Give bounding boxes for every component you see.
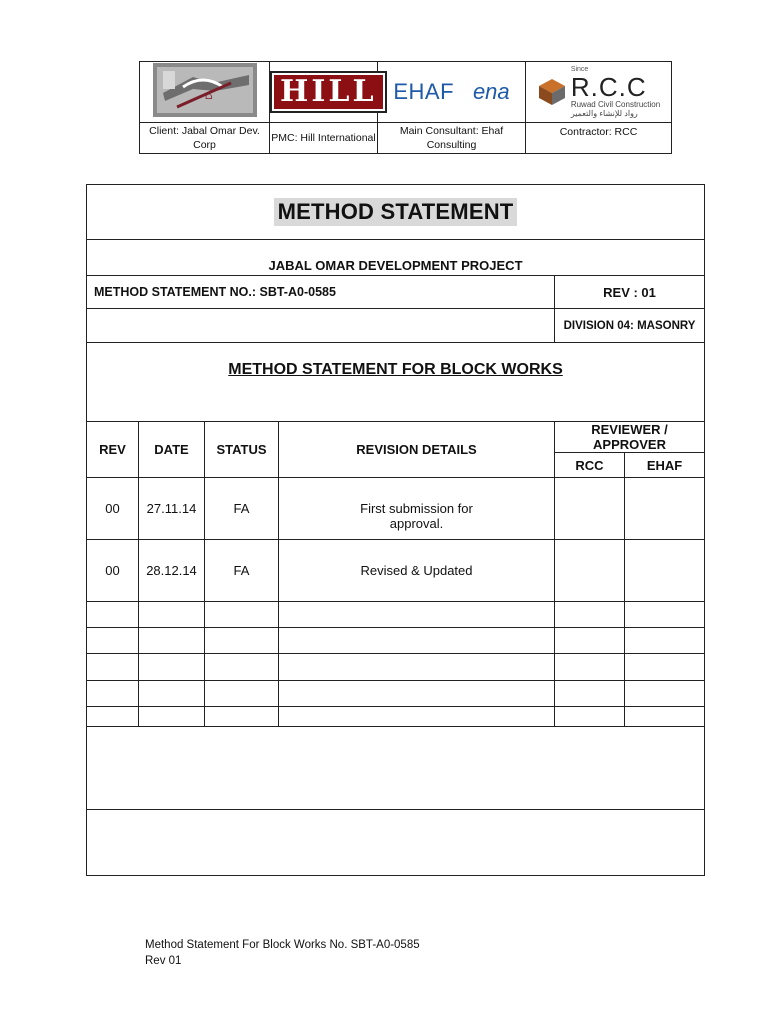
division-label: DIVISION 04: MASONRY <box>555 309 705 343</box>
ehaf-logo-text: EHAF <box>393 79 455 104</box>
empty-cell <box>279 654 555 681</box>
row-date: 27.11.14 <box>139 478 205 540</box>
consultant-logo-cell <box>378 62 526 123</box>
header-status: STATUS <box>205 422 279 478</box>
jabal-omar-logo <box>153 63 257 117</box>
rcc-logo-text: R.C.C <box>570 72 647 102</box>
revision-number: REV : 01 <box>555 276 705 309</box>
row-rcc <box>555 478 625 540</box>
table-row-empty <box>87 602 705 628</box>
empty-cell <box>555 628 625 654</box>
empty-cell <box>625 602 705 628</box>
empty-cell <box>279 628 555 654</box>
footer-line-1: Method Statement For Block Works No. SBT-A0-0585 <box>145 939 420 951</box>
pmc-logo-cell <box>270 62 378 123</box>
rcc-since: Since <box>570 66 589 73</box>
logo-header <box>139 61 672 154</box>
header-date: DATE <box>139 422 205 478</box>
subject-title: METHOD STATEMENT FOR BLOCK WORKS <box>228 361 563 378</box>
row-ehaf <box>625 540 705 602</box>
empty-cell <box>279 707 555 727</box>
consultant-caption: Main Consultant: Ehaf Consulting <box>378 123 526 154</box>
client-logo-cell <box>140 62 270 123</box>
row-details <box>279 478 555 540</box>
empty-cell <box>205 654 279 681</box>
empty-cell <box>139 628 205 654</box>
empty-cell <box>139 707 205 727</box>
empty-cell <box>279 681 555 707</box>
row-details-text: First submission for approval. <box>360 500 473 531</box>
project-name: JABAL OMAR DEVELOPMENT PROJECT <box>87 240 705 276</box>
blank-section <box>87 727 705 810</box>
empty-cell <box>625 628 705 654</box>
method-statement-number: METHOD STATEMENT NO.: SBT-A0-0585 <box>87 276 555 309</box>
empty-cell <box>139 681 205 707</box>
empty-cell <box>139 654 205 681</box>
row-rev: 00 <box>87 540 139 602</box>
client-caption: Client: Jabal Omar Dev. Corp <box>140 123 270 154</box>
empty-cell <box>625 681 705 707</box>
contractor-logo-cell <box>526 62 672 123</box>
row-status: FA <box>205 540 279 602</box>
row-rev: 00 <box>87 478 139 540</box>
svg-text:⌂: ⌂ <box>204 90 213 102</box>
empty-cell <box>555 707 625 727</box>
empty-cell <box>279 602 555 628</box>
header-reviewer-approver: REVIEWER / APPROVER <box>555 422 705 453</box>
table-row-empty <box>87 681 705 707</box>
row-details: Revised & Updated <box>279 540 555 602</box>
empty-cell <box>625 654 705 681</box>
rcc-subtitle: Ruwad Civil Construction <box>570 100 661 109</box>
empty-cell <box>555 654 625 681</box>
ena-logo-text: ena <box>472 79 510 104</box>
contractor-caption: Contractor: RCC <box>526 123 672 154</box>
subject-cell <box>87 343 705 422</box>
table-row-empty <box>87 707 705 727</box>
header-revision-details: REVISION DETAILS <box>279 422 555 478</box>
table-row <box>87 540 705 602</box>
empty-cell <box>87 628 139 654</box>
empty-cell <box>205 707 279 727</box>
empty-cell <box>87 707 139 727</box>
footer-line-2: Rev 01 <box>145 955 182 967</box>
rcc-arabic: رواد للإنشاء والتعمير <box>570 109 638 118</box>
table-row <box>87 478 705 540</box>
empty-cell <box>139 602 205 628</box>
row-date: 28.12.14 <box>139 540 205 602</box>
table-row-empty <box>87 628 705 654</box>
empty-cell <box>555 681 625 707</box>
empty-cell <box>625 707 705 727</box>
title-cell <box>87 185 705 240</box>
header-ehaf: EHAF <box>625 453 705 478</box>
blank-section <box>87 810 705 876</box>
empty-cell <box>87 654 139 681</box>
page-footer <box>145 937 420 967</box>
empty-cell <box>87 681 139 707</box>
pmc-caption: PMC: Hill International <box>270 123 378 154</box>
empty-cell <box>205 681 279 707</box>
empty-cell <box>205 602 279 628</box>
header-rev: REV <box>87 422 139 478</box>
method-statement-sheet <box>86 184 705 876</box>
document-title: METHOD STATEMENT <box>274 198 518 226</box>
hill-logo <box>270 71 387 113</box>
empty-cell <box>87 309 555 343</box>
row-status: FA <box>205 478 279 540</box>
empty-cell <box>87 602 139 628</box>
empty-cell <box>555 602 625 628</box>
header-rcc: RCC <box>555 453 625 478</box>
empty-cell <box>205 628 279 654</box>
rcc-cube-icon <box>537 77 567 107</box>
row-rcc <box>555 540 625 602</box>
row-ehaf <box>625 478 705 540</box>
hill-logo-text: HILL <box>274 75 383 109</box>
table-row-empty <box>87 654 705 681</box>
